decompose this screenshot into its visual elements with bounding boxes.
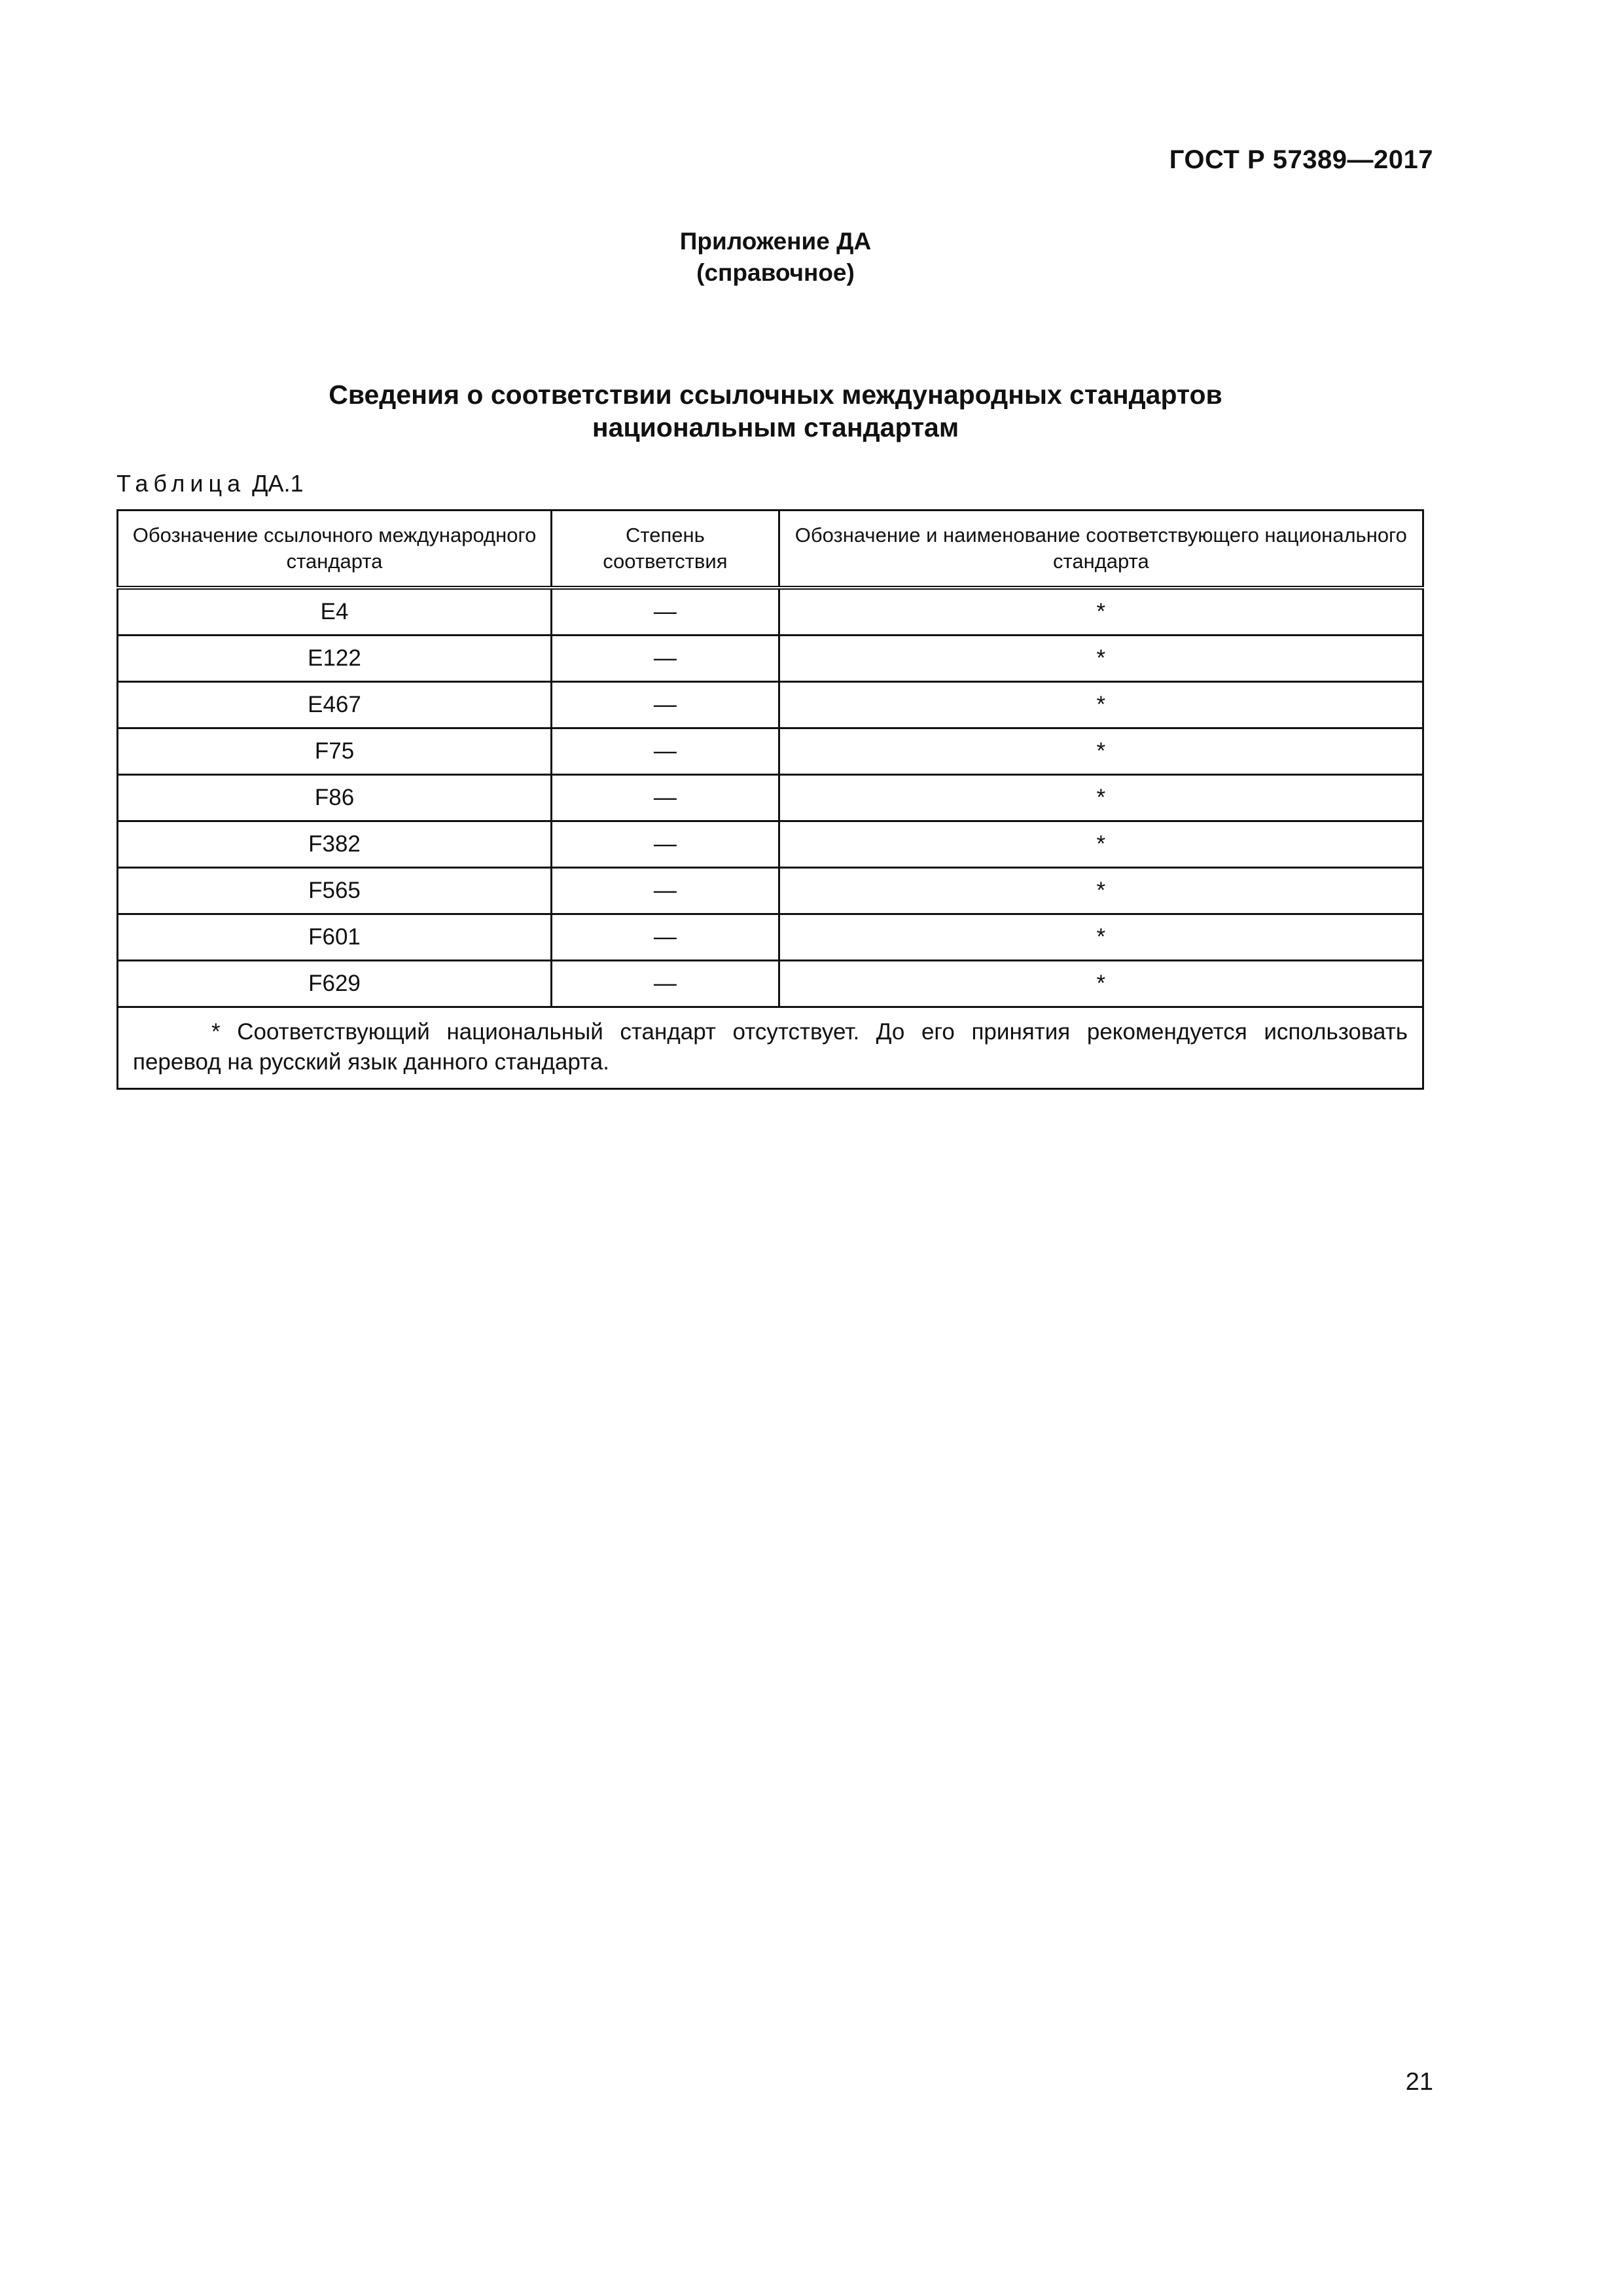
table-row bbox=[118, 636, 1423, 682]
table-row bbox=[118, 868, 1423, 914]
standards-correspondence-table bbox=[116, 509, 1424, 1090]
cell-international-standard: F601 bbox=[118, 914, 552, 961]
cell-degree: — bbox=[552, 775, 779, 821]
table-row bbox=[118, 775, 1423, 821]
cell-international-standard: E467 bbox=[118, 682, 552, 728]
cell-national-standard: * bbox=[779, 728, 1423, 775]
section-title-line-2: национальным стандартам bbox=[592, 412, 959, 442]
cell-international-standard: E122 bbox=[118, 636, 552, 682]
table-footnote: * Соответствующий национальный стандарт отсутствует. До его принятия рекомендуется использовать перевод на русский язык данного стандарта. bbox=[133, 1019, 1408, 1075]
cell-degree: — bbox=[552, 961, 779, 1007]
cell-international-standard: F382 bbox=[118, 821, 552, 868]
cell-international-standard: E4 bbox=[118, 588, 552, 636]
cell-degree: — bbox=[552, 588, 779, 636]
cell-degree: — bbox=[552, 868, 779, 914]
section-title bbox=[0, 378, 1551, 444]
table-row bbox=[118, 961, 1423, 1007]
column-header-national-standard: Обозначение и наименование соответствующего национального стандарта bbox=[779, 511, 1423, 588]
cell-national-standard: * bbox=[779, 682, 1423, 728]
appendix-title: Приложение ДА bbox=[679, 228, 872, 255]
table-row bbox=[118, 914, 1423, 961]
table-row bbox=[118, 588, 1423, 636]
table-header-row bbox=[118, 511, 1423, 588]
cell-international-standard: F565 bbox=[118, 868, 552, 914]
cell-international-standard: F629 bbox=[118, 961, 552, 1007]
cell-degree: — bbox=[552, 682, 779, 728]
cell-national-standard: * bbox=[779, 914, 1423, 961]
cell-degree: — bbox=[552, 636, 779, 682]
page-number: 21 bbox=[1405, 2068, 1433, 2096]
table-caption-word: Таблица bbox=[116, 470, 246, 497]
table-caption bbox=[116, 470, 304, 497]
cell-national-standard: * bbox=[779, 821, 1423, 868]
section-title-line-1: Сведения о соответствии ссылочных международных стандартов bbox=[329, 380, 1222, 410]
cell-national-standard: * bbox=[779, 775, 1423, 821]
column-header-international-standard: Обозначение ссылочного международного стандарта bbox=[118, 511, 552, 588]
cell-degree: — bbox=[552, 914, 779, 961]
appendix-subtitle: (справочное) bbox=[696, 259, 855, 286]
table-row bbox=[118, 821, 1423, 868]
cell-degree: — bbox=[552, 821, 779, 868]
table-caption-id: ДА.1 bbox=[252, 470, 304, 497]
cell-international-standard: F75 bbox=[118, 728, 552, 775]
cell-national-standard: * bbox=[779, 868, 1423, 914]
cell-national-standard: * bbox=[779, 636, 1423, 682]
table-row bbox=[118, 682, 1423, 728]
column-header-degree-of-correspondence: Степень соответствия bbox=[552, 511, 779, 588]
document-code: ГОСТ Р 57389—2017 bbox=[1169, 145, 1433, 174]
cell-national-standard: * bbox=[779, 961, 1423, 1007]
cell-national-standard: * bbox=[779, 588, 1423, 636]
table-footnote-row bbox=[118, 1007, 1423, 1089]
cell-international-standard: F86 bbox=[118, 775, 552, 821]
table-footnote-cell bbox=[118, 1007, 1423, 1089]
cell-degree: — bbox=[552, 728, 779, 775]
appendix-heading bbox=[0, 226, 1551, 289]
table-row bbox=[118, 728, 1423, 775]
